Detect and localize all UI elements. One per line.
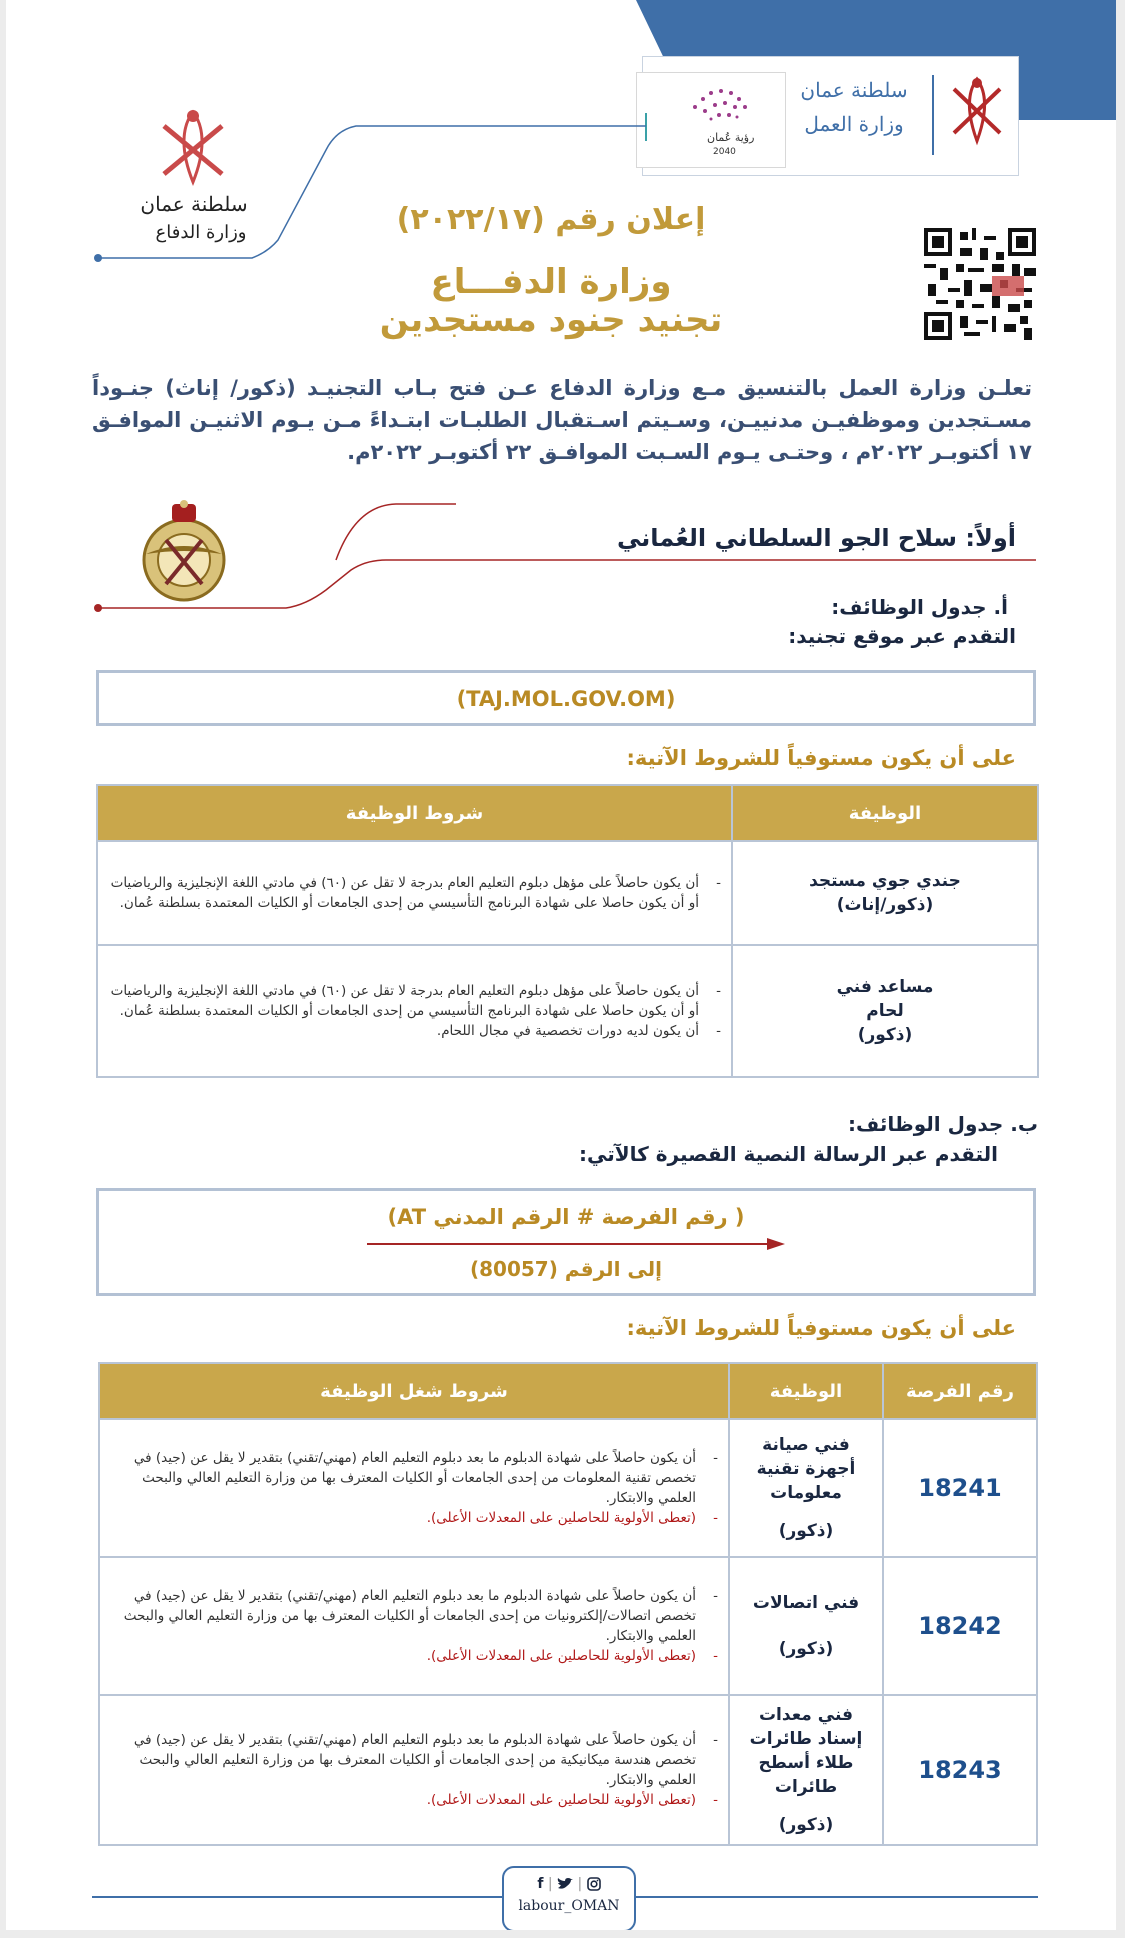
table-row — [99, 1695, 1037, 1845]
table1-header-job: الوظيفة — [732, 785, 1038, 841]
qr-code — [924, 228, 1036, 340]
sms-arrow-icon — [367, 1237, 787, 1251]
footer-line-left — [92, 1896, 502, 1898]
table1-header-conditions: شروط الوظيفة — [97, 785, 732, 841]
section1-apply-site: التقدم عبر موقع تجنيد: — [788, 624, 1016, 648]
section1-table — [96, 784, 1039, 1078]
job-gender: (ذكور) — [778, 1639, 834, 1659]
priority-note: - (تعطى الأولوية للحاصلين على المعدلات الأعلى). — [108, 1790, 696, 1810]
ministry-title: وزارة الدفـــاع — [430, 262, 672, 302]
table-row — [99, 1419, 1037, 1557]
job-title: جندي جوي مستجد (ذكور/إناث) — [732, 841, 1038, 945]
job-title: مساعد فني لحام (ذكور) — [732, 945, 1038, 1077]
requirement-item: - أن يكون حاصلاً على شهادة الدبلوم ما بعد دبلوم التعليم العام (مهني/تقني) بتقدير لا يقل عن (جيد) في تخصص تقنية المعلومات من إحدى الجامعات أو الكليات المعترف بها من وزارة التعليم العالي والبحث العلمي والابتكار. — [108, 1448, 696, 1508]
opportunity-number: 18242 — [883, 1557, 1037, 1695]
sms-instructions-box — [96, 1188, 1036, 1296]
footer-line-right — [632, 1896, 1038, 1898]
job-gender: (ذكور) — [778, 1815, 834, 1835]
job-requirements — [97, 841, 732, 945]
priority-note: - (تعطى الأولوية للحاصلين على المعدلات الأعلى). — [108, 1508, 696, 1528]
air-force-emblem-icon — [136, 498, 232, 610]
tajneed-url[interactable]: (TAJ.MOL.GOV.OM) — [96, 670, 1036, 726]
social-links: f | | labour_OMAN — [502, 1866, 636, 1930]
requirement-item: - أن يكون حاصلاً على شهادة الدبلوم ما بعد دبلوم التعليم العام (مهني/تقني) بتقدير لا يقل عن (جيد) في تخصص هندسة ميكانيكية من إحدى الجامعات أو الكليات المعترف بها من وزارة التعليم العالي والبحث العلمي والابتكار. — [108, 1730, 696, 1790]
vision-label: رؤية عُمان — [707, 131, 755, 144]
section1-sub-a-label: أ. جدول الوظائف: — [831, 595, 1008, 619]
requirement-item: - أن يكون حاصلاً على مؤهل دبلوم التعليم العام بدرجة لا تقل عن (٦٠) في مادتي اللغة الإنجليزية والرياضيات أو أن يكون حاصلا على شهادة البرنامج التأسيسي من إحدى الجامعات أو الكليات المعتمدة بسلطنة عُمان. — [106, 873, 699, 913]
table-row — [99, 1557, 1037, 1695]
ministry-labour-name: سلطنة عمان وزارة العمل — [800, 78, 908, 136]
sms-number: إلى الرقم (80057) — [470, 1257, 662, 1281]
section1-title: أولاً: سلاح الجو السلطاني العُماني — [616, 524, 1016, 552]
table2-header-conditions: شروط شغل الوظيفة — [99, 1363, 729, 1419]
job-requirements — [99, 1695, 729, 1845]
requirement-item: - أن يكون لديه دورات تخصصية في مجال اللحام. — [106, 1021, 699, 1041]
requirement-item: - أن يكون حاصلاً على مؤهل دبلوم التعليم العام بدرجة لا تقل عن (٦٠) في مادتي اللغة الإنجليزية والرياضيات أو أن يكون حاصلا على شهادة البرنامج التأسيسي من إحدى الجامعات أو الكليات المعتمدة بسلطنة عُمان. — [106, 981, 699, 1021]
facebook-icon[interactable]: f — [537, 1876, 544, 1892]
section2-sub-b-label: ب. جدول الوظائف: — [848, 1112, 1038, 1136]
table2-header-job: الوظيفة — [729, 1363, 883, 1419]
section2-table — [98, 1362, 1038, 1846]
twitter-icon[interactable] — [557, 1878, 573, 1890]
vision-year: 2040 — [713, 147, 736, 157]
priority-note: - (تعطى الأولوية للحاصلين على المعدلات الأعلى). — [108, 1646, 696, 1666]
announcement-title: تجنيد جنود مستجدين — [379, 300, 723, 340]
job-title: فني صيانة أجهزة تقنية معلومات (ذكور) — [729, 1419, 883, 1557]
announcement-number: إعلان رقم (٢٠٢٢/١٧) — [396, 202, 706, 237]
job-gender: (ذكور) — [778, 1521, 834, 1541]
mod-ministry-name: وزارة الدفاع — [155, 222, 247, 243]
requirement-item: - أن يكون حاصلاً على شهادة الدبلوم ما بعد دبلوم التعليم العام (مهني/تقني) بتقدير لا يقل عن (جيد) في تخصص اتصالات/إلكترونيات من إحدى الجامعات أو الكليات المعترف بها من وزارة التعليم العالي والبحث العلمي والابتكار. — [108, 1586, 696, 1646]
section1-conditions: على أن يكون مستوفياً للشروط الآتية: — [626, 746, 1016, 770]
mod-sultanate-name: سلطنة عمان — [140, 192, 248, 216]
sms-format: ( رقم الفرصة # الرقم المدني AT) — [387, 1205, 745, 1229]
table-row — [97, 841, 1038, 945]
opportunity-number: 18243 — [883, 1695, 1037, 1845]
social-handle[interactable]: labour_OMAN — [518, 1898, 620, 1914]
opportunity-number: 18241 — [883, 1419, 1037, 1557]
section2-conditions: على أن يكون مستوفياً للشروط الآتية: — [626, 1316, 1016, 1340]
announcement-intro: تعلـن وزارة العمل بالتنسيق مـع وزارة الدفاع عـن فتح بـاب التجنيـد (ذكور/ إناث) جنـوداً مسـتجدين وموظفيـن مدنييـن، وسـيتم اسـتقبال الطلبـات ابتـداءً مـن يـوم الاثنيـن الموافـق ١٧ أكتوبـر ٢٠٢٢م ، وحتـى يـوم السـبت الموافـق ٢٢ أكتوبـر ٢٠٢٢م. — [92, 376, 1032, 464]
job-requirements — [99, 1419, 729, 1557]
job-requirements — [99, 1557, 729, 1695]
job-title: فني معدات إسناد طائرات طلاء أسطح طائرات (ذكور) — [729, 1695, 883, 1845]
announcement-page — [6, 0, 1116, 1930]
table-row — [97, 945, 1038, 1077]
job-requirements — [97, 945, 732, 1077]
job-title: فني اتصالات (ذكور) — [729, 1557, 883, 1695]
section2-apply-sms: التقدم عبر الرسالة النصية القصيرة كالآتي: — [578, 1142, 998, 1166]
instagram-icon[interactable] — [587, 1877, 601, 1891]
table2-header-number: رقم الفرصة — [883, 1363, 1037, 1419]
